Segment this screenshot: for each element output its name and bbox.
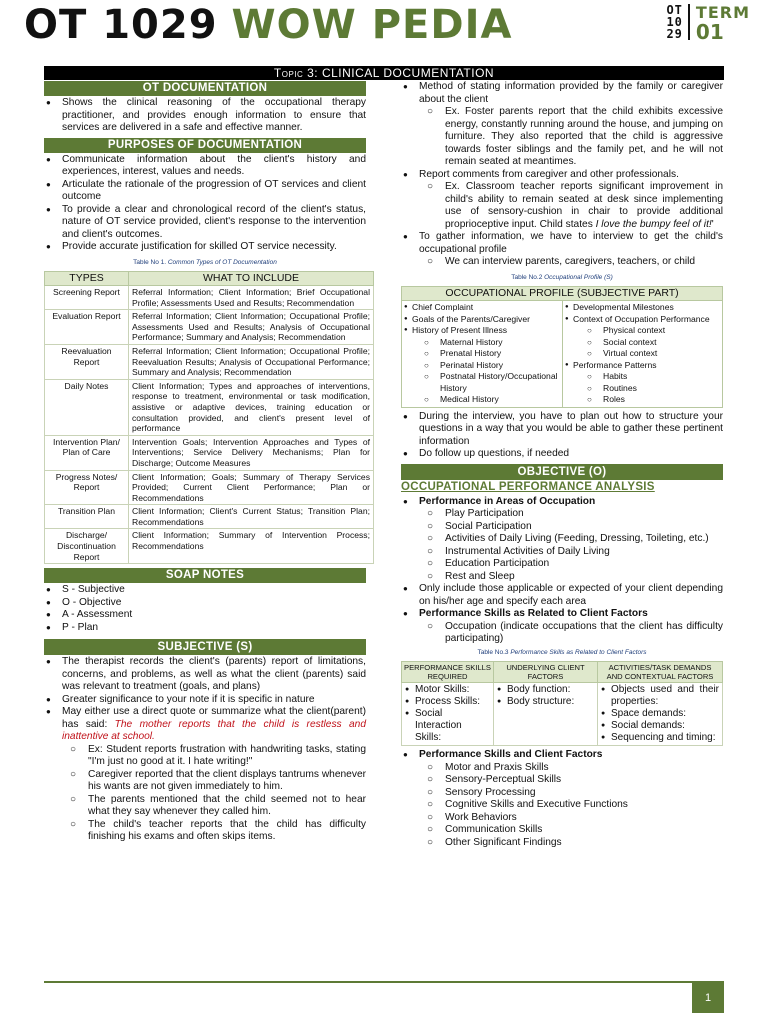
page-number: 1 — [692, 983, 724, 1013]
type-cell: Reevaluation Report — [45, 344, 129, 379]
areas-sublist — [401, 508, 723, 583]
list-item: ○ Work Behaviors — [401, 812, 723, 825]
objective-heading: OBJECTIVE (O) — [401, 464, 723, 480]
bullet-text: Method of stating information provided by the family or caregiver about the client — [419, 81, 723, 105]
term-code-char: 2 — [666, 27, 674, 41]
example-end: ' — [711, 218, 714, 230]
list-item: ● Greater significance to your note if it is specific in nature — [44, 694, 366, 707]
list-item: ○ Social context — [565, 337, 720, 349]
areas-heading: Performance in Areas of Occupation — [419, 495, 596, 507]
skills-list — [405, 684, 490, 744]
column-header: UNDERLYING CLIENT FACTORS — [494, 662, 598, 683]
list-item: ○ Instrumental Activities of Daily Living — [401, 546, 723, 559]
list-item — [565, 360, 720, 406]
list-item: ● Sequencing and timing: — [601, 732, 719, 744]
footer-divider — [44, 981, 724, 983]
list-item: ● Social Interaction Skills: — [405, 708, 490, 744]
type-cell: Progress Notes/ Report — [45, 470, 129, 505]
table-row — [45, 379, 374, 435]
skills-factors-sublist — [401, 762, 723, 850]
type-cell: Intervention Plan/ Plan of Care — [45, 435, 129, 470]
list-item — [401, 496, 723, 584]
list-item: ○ Other Significant Findings — [401, 837, 723, 850]
list-item — [401, 181, 723, 231]
list-item: ● O - Objective — [44, 597, 366, 610]
list-item: ● P - Plan — [44, 622, 366, 635]
purposes-list — [44, 154, 366, 254]
list-item: ○ Caregiver reported that the client displays tantrums whenever his wants are not given immediately to him. — [44, 769, 366, 794]
list-item: ○ Motor and Praxis Skills — [401, 762, 723, 775]
bullet-text: Report comments from caregiver and other professionals. — [419, 168, 679, 180]
topic-title: : CLINICAL DOCUMENTATION — [314, 66, 495, 80]
soap-heading: SOAP NOTES — [44, 568, 366, 583]
list-item: ● A - Assessment — [44, 609, 366, 622]
table2-caption — [401, 272, 723, 285]
list-item: ○ Sensory Processing — [401, 787, 723, 800]
list-item: ● Communicate information about the client's history and experiences, interest, values and needs. — [44, 154, 366, 179]
include-cell: Client Information; Types and approaches of interventions, response to treatment, environmental or task modification, assistive or adaptive devices, training education or consultation provided, and client's present level of performance — [129, 379, 374, 435]
term-code-char: O — [666, 3, 674, 17]
profile-heading: OCCUPATIONAL PROFILE (SUBJECTIVE PART) — [402, 287, 722, 301]
list-item: ○ Sensory-Perceptual Skills — [401, 774, 723, 787]
objective-list — [401, 496, 723, 646]
bullet-text: To gather information, we have to interview to get the child's occupational profile — [419, 231, 723, 255]
opa-heading: OCCUPATIONAL PERFORMANCE ANALYSIS — [401, 480, 655, 493]
list-item: ● Objects used and their properties: — [601, 684, 719, 708]
list-item: ○ Cognitive Skills and Executive Functions — [401, 799, 723, 812]
right-column — [401, 81, 723, 849]
subjective-continued-list — [401, 81, 723, 269]
list-item: ○ Routines — [565, 383, 720, 395]
ot-documentation-heading: OT DOCUMENTATION — [44, 81, 366, 96]
list-item: ○ The parents mentioned that the child seemed not to hear what they say whenever they called him. — [44, 794, 366, 819]
table1-caption — [44, 257, 366, 270]
list-item: ○ Play Participation — [401, 508, 723, 521]
include-cell: Referral Information; Client Information; Occupational Profile; Assessments Used and Results; Analysis of Occupational Performance; Summary and Analysis; Recommendation — [129, 310, 374, 345]
caption-title: Performance Skills as Related to Client Factors — [510, 648, 647, 656]
list-item: ● Motor Skills: — [405, 684, 490, 696]
type-cell: Screening Report — [45, 286, 129, 310]
list-item: ● Body function: — [497, 684, 594, 696]
item-text: History of Present Illness — [412, 325, 508, 335]
term-number: 01 — [695, 20, 724, 44]
list-item — [565, 314, 720, 360]
sub-list — [401, 106, 723, 169]
list-item: ● To provide a clear and chronological record of the client's status, nature of OT service provided, client's response to the intervention and client's outcomes. — [44, 204, 366, 242]
list-item: ● Body structure: — [497, 696, 594, 708]
list-item: ○ Activities of Daily Living (Feeding, Dressing, Toileting, etc.) — [401, 533, 723, 546]
list-item — [401, 231, 723, 269]
list-item: ○ Postnatal History/Occupational History — [404, 371, 560, 394]
list-item: ○ Habits — [565, 371, 720, 383]
caption-title: Occupational Profile (S) — [544, 273, 613, 281]
term-code-char: T — [674, 3, 682, 17]
list-item: ○ Education Participation — [401, 558, 723, 571]
performance-skills-table — [401, 661, 723, 746]
list-item: ○ Ex. Foster parents report that the child exhibits excessive energy, constantly running around the house, and jumping on furniture. They also reported that the child is aggressive towards foster siblings and the family pet, and he will not remain seated at meantimes. — [401, 106, 723, 169]
list-item: ○ The child's teacher reports that the child has difficulty finishing his exams and often skips items. — [44, 819, 366, 844]
list-item: ● Provide accurate justification for skilled OT service necessity. — [44, 241, 366, 254]
list-item: ● The therapist records the client's (parents) report of limitations, concerns, and problems, as well as what the client (parents) said was relevant to treatment (goals, and plans) — [44, 656, 366, 694]
item-text: Performance Patterns — [573, 359, 657, 370]
skills-sublist — [401, 621, 723, 646]
include-cell: Client Information; Summary of Intervention Process; Recommendations — [129, 529, 374, 564]
profile-right-column — [562, 301, 722, 407]
list-item: ○ Prenatal History — [404, 348, 560, 360]
list-item: ● S - Subjective — [44, 584, 366, 597]
table-row — [402, 683, 723, 746]
term-info — [690, 4, 750, 42]
list-item: ● During the interview, you have to plan out how to structure your questions in a way that you would be able to gather these pertinent information — [401, 411, 723, 449]
term-badge — [666, 4, 750, 42]
skills-cell — [402, 683, 494, 746]
subjective-heading: SUBJECTIVE (S) — [44, 639, 366, 655]
table-header-row — [402, 662, 723, 683]
course-name: WOW PEDIA — [231, 2, 513, 48]
caption-number: Table No.2 — [511, 273, 543, 281]
demands-list — [601, 684, 719, 744]
course-code: OT 1029 — [24, 2, 218, 48]
quote-example: The mother reports that the child is restless and inattentive at school. — [62, 718, 367, 743]
patterns-sublist — [565, 371, 720, 406]
list-item: ● Do follow up questions, if needed — [401, 448, 723, 461]
ot-documentation-list — [44, 97, 366, 135]
list-item: ○ We can interview parents, caregivers, teachers, or child — [401, 256, 723, 269]
table-row — [45, 470, 374, 505]
list-item: ● Goals of the Parents/Caregiver — [404, 314, 560, 326]
list-item — [401, 608, 723, 646]
page-header — [0, 0, 768, 66]
list-item: ○ Medical History — [404, 394, 560, 406]
context-sublist — [565, 325, 720, 360]
table-row — [45, 505, 374, 529]
list-item — [401, 81, 723, 169]
table-row — [45, 310, 374, 345]
left-column — [44, 81, 370, 844]
page-title — [24, 2, 512, 48]
list-item: ● Social demands: — [601, 720, 719, 732]
type-cell: Transition Plan — [45, 505, 129, 529]
history-sublist — [404, 337, 560, 406]
caption-number: Table No 1. — [133, 258, 167, 266]
list-item: ○ Virtual context — [565, 348, 720, 360]
include-cell: Referral Information; Client Information; Occupational Profile; Reevaluation Results; Analysis of Occupational Performance; Summary and Analysis; Recommendation — [129, 344, 374, 379]
term-code — [666, 4, 689, 40]
list-item: ● Space demands: — [601, 708, 719, 720]
skills-factors-list — [401, 749, 723, 849]
term-label: TERM — [695, 3, 750, 22]
list-item: ○ Physical context — [565, 325, 720, 337]
profile-body — [402, 301, 722, 407]
topic-prefix: Topic 3 — [273, 66, 315, 80]
list-item — [401, 749, 723, 849]
include-cell: Client Information; Client's Current Status; Transition Plan; Recommendations — [129, 505, 374, 529]
list-item: ○ Social Participation — [401, 521, 723, 534]
table-row — [45, 435, 374, 470]
soap-list — [44, 584, 366, 634]
list-item: ○ Maternal History — [404, 337, 560, 349]
list-item — [44, 706, 366, 844]
profile-left-column — [402, 301, 562, 407]
list-item — [404, 325, 560, 406]
list-item: ● Chief Complaint — [404, 302, 560, 314]
type-cell: Evaluation Report — [45, 310, 129, 345]
topic-bar — [44, 66, 724, 80]
list-item: ○ Ex: Student reports frustration with handwriting tasks, stating "I'm just no good at it. I hate writing!" — [44, 744, 366, 769]
example-lead: Ex. Classroom teacher reports significant improvement in child's ability to remain seated at desk since implementing use of sensory-cushion in chair to provide additional proprioceptive input. Child states — [445, 181, 723, 230]
list-item: ● Developmental Milestones — [565, 302, 720, 314]
type-cell: Discharge/ Discontinuation Report — [45, 529, 129, 564]
list-item: ○ Communication Skills — [401, 824, 723, 837]
skills-heading: Performance Skills as Related to Client Factors — [419, 608, 648, 619]
sub-list — [401, 181, 723, 231]
subjective-examples — [44, 744, 366, 844]
include-cell: Referral Information; Client Information; Brief Occupational Profile; Assessments Used and Results; Recommendation — [129, 286, 374, 310]
table-row — [45, 344, 374, 379]
list-item: ● Process Skills: — [405, 696, 490, 708]
list-item: ● Shows the clinical reasoning of the occupational therapy practitioner, and provides enough information to ensure that services are delivered in a safe and effective manner. — [44, 97, 366, 135]
factors-list — [497, 684, 594, 708]
profile-right-list — [565, 302, 720, 406]
list-item: ○ Roles — [565, 394, 720, 406]
type-cell: Daily Notes — [45, 379, 129, 435]
sub-list — [401, 256, 723, 269]
subjective-list — [44, 656, 366, 844]
client-factors-cell — [494, 683, 598, 746]
item-text: Context of Occupation Performance — [573, 313, 710, 324]
list-item: ● Only include those applicable or expected of your client depending on his/her age and specify each area — [401, 583, 723, 608]
term-code-char: 9 — [674, 27, 682, 41]
demands-cell — [598, 683, 723, 746]
term-code-char: 1 — [666, 15, 674, 29]
skills-factors-heading: Performance Skills and Client Factors — [419, 749, 603, 760]
occupational-profile-table — [401, 286, 723, 408]
list-item: ● Articulate the rationale of the progression of OT services and client outcome — [44, 179, 366, 204]
term-code-char: 0 — [674, 15, 682, 29]
table-row — [45, 286, 374, 310]
table3-caption — [401, 647, 723, 660]
child-quote: I love the bumpy feel of it! — [595, 218, 712, 230]
caption-number: Table No.3 — [477, 648, 509, 656]
interview-list — [401, 411, 723, 461]
list-item: ○ Occupation (indicate occupations that the client has difficulty participating) — [401, 621, 723, 646]
caption-title: Common Types of OT Documentation — [167, 258, 277, 266]
column-header: PERFORMANCE SKILLS REQUIRED — [402, 662, 494, 683]
column-header: ACTIVITIES/TASK DEMANDS AND CONTEXTUAL FACTORS — [598, 662, 723, 683]
column-header: WHAT TO INCLUDE — [129, 272, 374, 286]
column-header: TYPES — [45, 272, 129, 286]
purposes-heading: PURPOSES OF DOCUMENTATION — [44, 138, 366, 153]
include-cell: Intervention Goals; Intervention Approaches and Types of Interventions; Service Delivery Mechanisms; Plan for Discharge; Outcome Measures — [129, 435, 374, 470]
list-item: ○ Perinatal History — [404, 360, 560, 372]
include-cell: Client Information; Goals; Summary of Therapy Services Provided; Current Client Performance; Plan or Recommendations — [129, 470, 374, 505]
list-item — [401, 169, 723, 232]
quote-lead: May either use a direct quote or summarize what the client(parent) has said: — [62, 706, 366, 730]
documentation-types-table — [44, 271, 374, 564]
list-item: ○ Rest and Sleep — [401, 571, 723, 584]
table-row — [45, 529, 374, 564]
profile-left-list — [404, 302, 560, 406]
table-header-row — [45, 272, 374, 286]
